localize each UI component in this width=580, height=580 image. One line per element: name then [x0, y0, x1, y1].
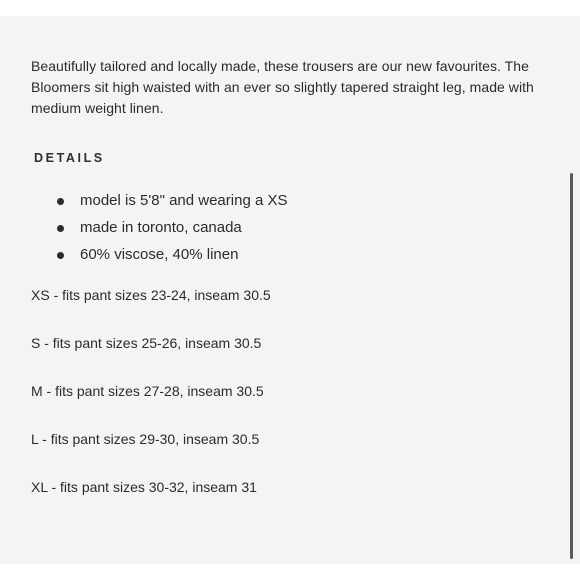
size-xs: XS - fits pant sizes 23-24, inseam 30.5: [31, 287, 271, 303]
size-guide: [31, 286, 551, 496]
product-description-text: Beautifully tailored and locally made, these trousers are our new favourites. The Bloomers sit high waisted with an ever so slightly tapered straight leg, made with medium weight linen.: [31, 58, 534, 116]
details-list: [31, 187, 551, 268]
size-xl: XL - fits pant sizes 30-32, inseam 31: [31, 479, 257, 495]
bullet-icon: [57, 225, 64, 232]
product-description-panel: [0, 16, 580, 564]
size-l: L - fits pant sizes 29-30, inseam 30.5: [31, 431, 260, 447]
size-m: M - fits pant sizes 27-28, inseam 30.5: [31, 383, 264, 399]
details-item-fabric: [57, 241, 551, 268]
product-description-content: [31, 56, 551, 526]
bullet-icon: [57, 252, 64, 259]
details-item-label: model is 5'8" and wearing a XS: [80, 192, 288, 209]
details-item-label: made in toronto, canada: [80, 219, 242, 236]
details-item-model: [57, 187, 551, 214]
details-item-origin: [57, 214, 551, 241]
details-item-label: 60% viscose, 40% linen: [80, 246, 239, 263]
bullet-icon: [57, 198, 64, 205]
details-heading: DETAILS: [34, 151, 105, 165]
scrollbar[interactable]: [570, 173, 573, 559]
size-s: S - fits pant sizes 25-26, inseam 30.5: [31, 335, 262, 351]
